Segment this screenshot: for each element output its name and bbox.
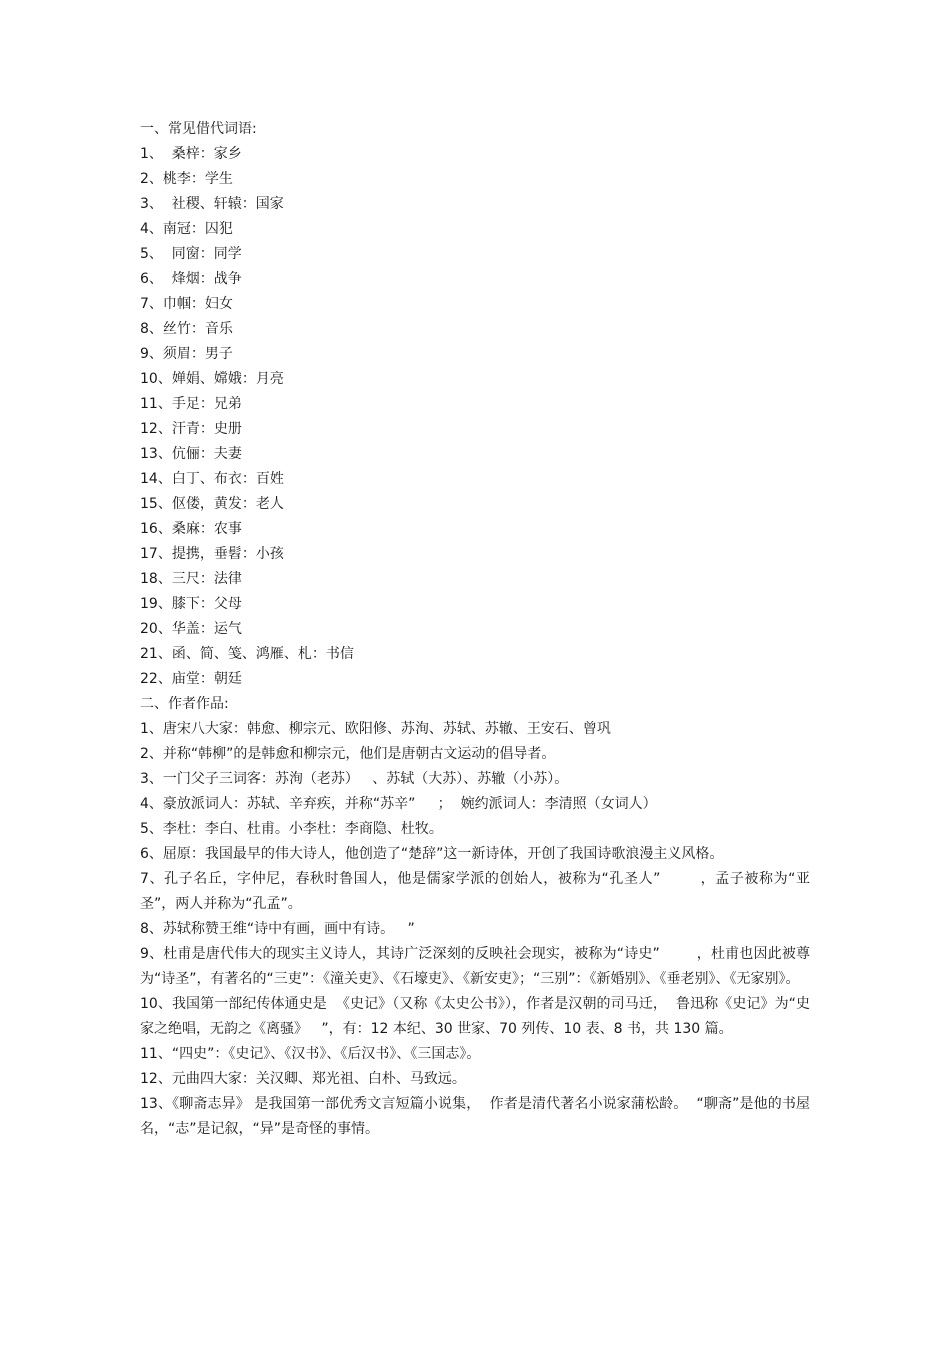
- paragraph: 9、杜甫是唐代伟大的现实主义诗人，其诗广泛深刻的反映社会现实，被称为“诗史” ，杜甫也因此被尊为“诗圣”，有著名的“三吏”：《潼关吏》、《石壕吏》、《新安吏》；“三别”：《新婚别》、《垂老别》、《无家别》。: [140, 946, 810, 987]
- list-item: 7、巾帼：妇女: [140, 296, 233, 312]
- document-page: [140, 117, 810, 1142]
- paragraph: 3、一门父子三词客：苏洵（老苏） 、苏轼（大苏）、苏辙（小苏）。: [140, 771, 569, 787]
- list-item: 3、 社稷、轩辕：国家: [140, 196, 284, 212]
- list-item: 12、汗青：史册: [140, 421, 242, 437]
- list-item: 11、手足：兄弟: [140, 396, 242, 412]
- list-item: 22、庙堂：朝廷: [140, 671, 242, 687]
- list-item: 13、伉俪：夫妻: [140, 446, 242, 462]
- list-item: 8、丝竹：音乐: [140, 321, 233, 337]
- list-item: 19、膝下：父母: [140, 596, 242, 612]
- list-item: 4、南冠：囚犯: [140, 221, 233, 237]
- paragraph: 10、我国第一部纪传体通史是 《史记》（又称《太史公书》），作者是汉朝的司马迁， 鲁迅称《史记》为“史家之绝唱，无韵之《离骚》 ”，有：12 本纪、30 世家、70 列传、10 表、8 书，共 130 篇。: [140, 996, 810, 1037]
- paragraph: 8、苏轼称赞王维“诗中有画，画中有诗。 ”: [140, 921, 415, 937]
- paragraph: 6、屈原：我国最早的伟大诗人，他创造了“楚辞”这一新诗体，开创了我国诗歌浪漫主义风格。: [140, 846, 724, 862]
- paragraph: 12、元曲四大家：关汉卿、郑光祖、白朴、马致远。: [140, 1071, 466, 1087]
- list-item: 5、 同窗：同学: [140, 246, 242, 262]
- section2-heading: 二、作者作品:: [140, 696, 229, 712]
- paragraph: 4、豪放派词人：苏轼、辛弃疾，并称“苏辛” ； 婉约派词人：李清照（女词人）: [140, 796, 657, 812]
- list-item: 20、华盖：运气: [140, 621, 242, 637]
- paragraph: 1、唐宋八大家：韩愈、柳宗元、欧阳修、苏洵、苏轼、苏辙、王安石、曾巩: [140, 721, 611, 737]
- list-item: 17、提携，垂髫：小孩: [140, 546, 284, 562]
- list-item: 14、白丁、布衣：百姓: [140, 471, 284, 487]
- paragraph: 7、孔子名丘，字仲尼，春秋时鲁国人，他是儒家学派的创始人，被称为“孔圣人” ，孟子被称为“亚圣”，两人并称为“孔孟”。: [140, 871, 810, 912]
- paragraph: 11、“四史”：《史记》、《汉书》、《后汉书》、《三国志》。: [140, 1046, 481, 1062]
- list-item: 10、婵娟、嫦娥：月亮: [140, 371, 284, 387]
- list-item: 15、伛偻，黄发：老人: [140, 496, 284, 512]
- section1-heading: 一、常见借代词语:: [140, 121, 257, 137]
- list-item: 18、三尺：法律: [140, 571, 242, 587]
- list-item: 6、 烽烟：战争: [140, 271, 242, 287]
- paragraph: 5、李杜：李白、杜甫。小李杜：李商隐、杜牧。: [140, 821, 443, 837]
- paragraph: 13、《聊斋志异》 是我国第一部优秀文言短篇小说集， 作者是清代著名小说家蒲松龄。 “聊斋”是他的书屋名，“志”是记叙，“异”是奇怪的事情。: [140, 1096, 810, 1137]
- list-item: 2、桃李：学生: [140, 171, 233, 187]
- list-item: 16、桑麻：农事: [140, 521, 242, 537]
- paragraph: 2、并称“韩柳”的是韩愈和柳宗元，他们是唐朝古文运动的倡导者。: [140, 746, 556, 762]
- list-item: 9、须眉：男子: [140, 346, 233, 362]
- list-item: 21、函、简、笺、鸿雁、札：书信: [140, 646, 354, 662]
- list-item: 1、 桑梓：家乡: [140, 146, 242, 162]
